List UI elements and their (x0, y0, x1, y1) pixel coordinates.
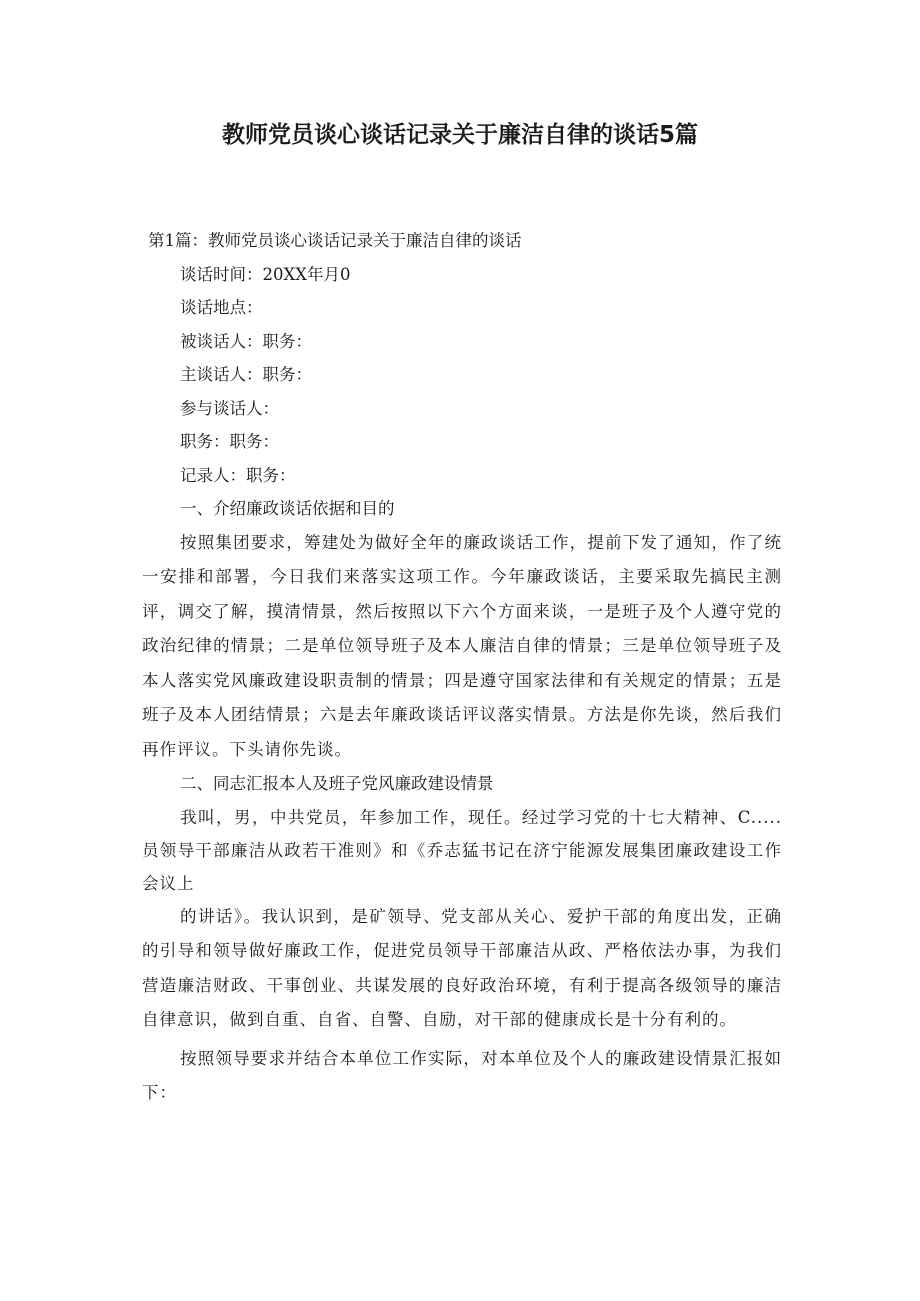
part2-heading: 二、同志汇报本人及班子党风廉政建设情景 (180, 774, 494, 793)
field-positions: 职务：职务： (180, 432, 279, 451)
document-title: 教师党员谈心谈话记录关于廉洁自律的谈话5篇 (221, 122, 698, 148)
part1-heading: 一、介绍廉政谈话依据和目的 (180, 499, 395, 518)
document-body (142, 224, 782, 1111)
part2-paragraph-a: 我叫，男，中共党员，年参加工作，现任。经过学习党的十七大精神、C.....员领导干部廉洁从政若干准则》和《乔志猛书记在济宁能源发展集团廉政建设工作会议上 (142, 807, 782, 893)
field-location: 谈话地点： (180, 298, 263, 317)
part2-paragraph-b: 的讲话》。我认识到，是矿领导、党支部从关心、爱护干部的角度出发，正确的引导和领导做好廉政工作，促进党员领导干部廉洁从政、严格依法办事，为我们营造廉洁财政、干事创业、共谋发展的良好政治环境，有利于提高各级领导的廉洁自律意识，做到自重、自省、自警、自励，对干部的健康成长是十分有利的。 (142, 906, 782, 1029)
section-heading: 第1篇：教师党员谈心谈话记录关于廉洁自律的谈话 (148, 231, 522, 250)
field-participants: 参与谈话人： (180, 398, 279, 418)
field-recorder: 记录人：职务： (180, 465, 296, 485)
field-interviewer: 主谈话人：职务： (180, 365, 312, 384)
field-interviewee: 被谈话人：职务： (180, 331, 312, 351)
part1-paragraph: 按照集团要求，筹建处为做好全年的廉政谈话工作，提前下发了通知，作了统一安排和部署，今日我们来落实这项工作。今年廉政谈话，主要采取先搞民主测评，调交了解，摸清情景，然后按照以下六个方面来谈，一是班子及个人遵守党的政治纪律的情景；二是单位领导班子及本人廉洁自律的情景；三是单位领导班子及本人落实党风廉政建设职责制的情景；四是遵守国家法律和有关规定的情景；五是班子及本人团结情景；六是去年廉政谈话评议落实情景。方法是你先谈，然后我们再作评议。下头请你先谈。 (142, 532, 782, 759)
part2-paragraph-c: 按照领导要求并结合本单位工作实际，对本单位及个人的廉政建设情景汇报如下： (142, 1048, 782, 1102)
field-time: 谈话时间：20XX年月0 (180, 264, 351, 284)
